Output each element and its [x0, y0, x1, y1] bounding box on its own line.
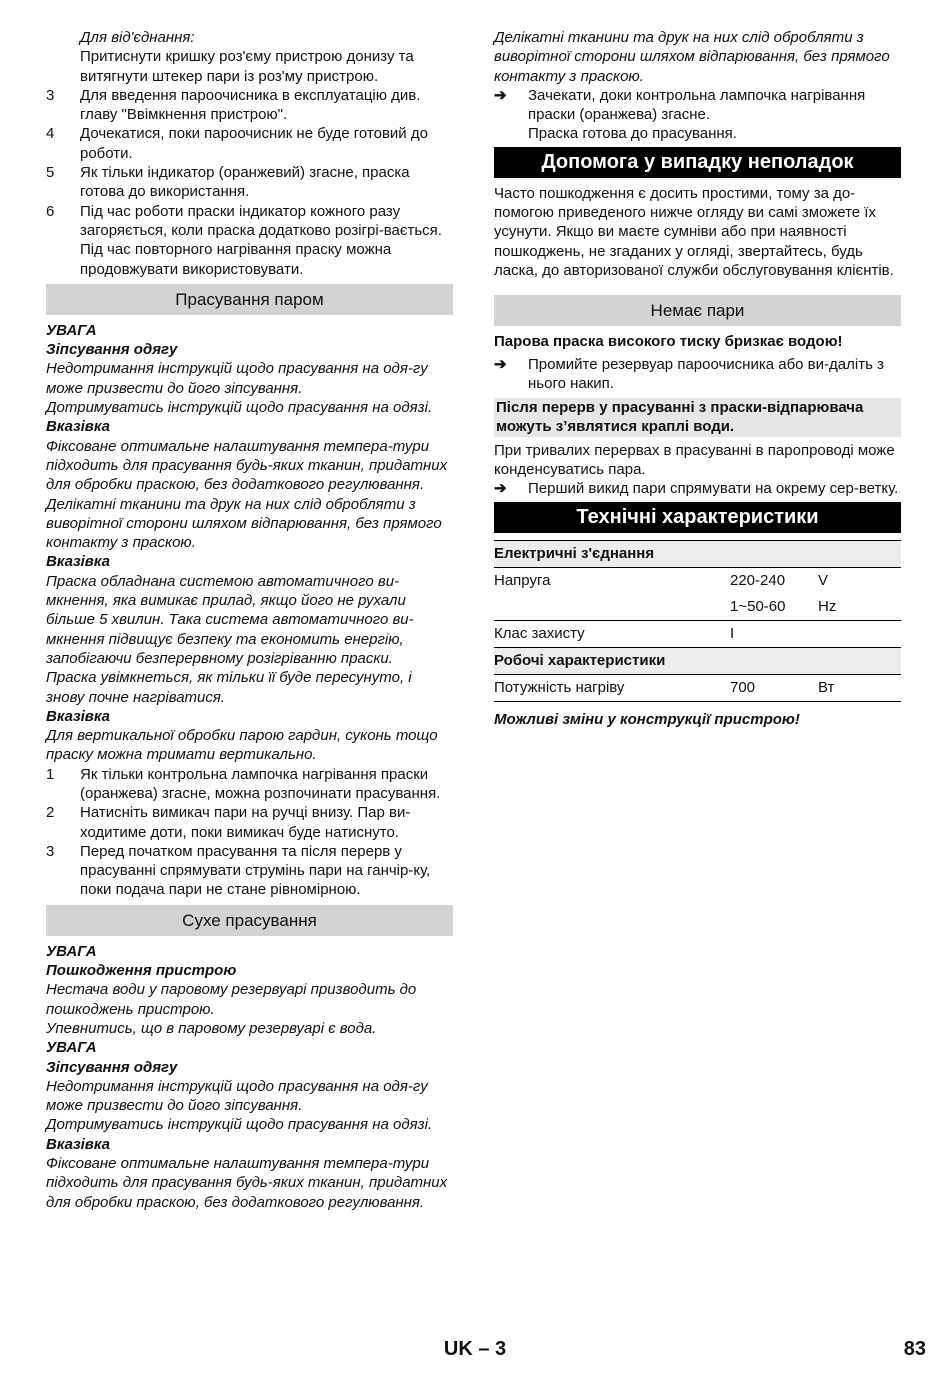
spec-label: Напруга: [494, 571, 551, 589]
spec-label: Потужність нагріву: [494, 674, 730, 701]
arrow-icon: ➔: [494, 86, 507, 104]
list-item: 4 Дочекатися, поки пароочисник не буде готовий до роботи.: [46, 125, 428, 162]
table-row: [494, 540, 901, 567]
note-label: Вказівка: [46, 1135, 110, 1153]
changes-note: Можливі зміни у конструкції пристрою!: [494, 710, 800, 728]
specifications-table: [494, 540, 901, 702]
note-label: Вказівка: [46, 418, 110, 436]
table-row: [494, 647, 901, 674]
spec-value: I: [730, 624, 735, 642]
list-item: 3 Перед початком прасування та після перерв у прасуванні спрямувати струмінь пари на ганчір-ку, поки подача пари не стане рівномірною.: [46, 842, 431, 899]
disconnect-label: Для від'єднання:: [80, 29, 195, 46]
note-text: Фіксоване оптимальне налаштування темпера-тури підходить для прасування будь-яких тканин, придатних для обробки праскою, без додаткового регулювання.: [46, 1155, 448, 1211]
spec-unit: Hz: [818, 594, 901, 621]
warning-title: Зіпсування одягу: [46, 341, 178, 359]
spec-section-title: Робочі характеристики: [494, 647, 901, 674]
issue-title: Після перерв у прасуванні з праски-відпарювача можуть з’являтися краплі води.: [494, 398, 901, 437]
warning-title: Пошкодження пристрою: [46, 962, 237, 980]
list-item: 1 Як тільки контрольна лампочка нагрівання праски (оранжева) згасне, можна розпочинати прасування.: [46, 765, 441, 802]
section-heading-no-steam: Немає пари: [494, 295, 901, 326]
warning-text: Недотримання інструкцій щодо прасування на одя-гу може призвести до його зіпсування.: [46, 360, 428, 397]
table-row: [494, 674, 901, 701]
note-text: Делікатні тканини та друк на них слід обробляти з виворітної сторони шляхом відпарювання, без прямого контакту з праскою.: [46, 495, 442, 552]
list-item: 2 Натисніть вимикач пари на ручці внизу. Пар ви-ходитиме доти, поки вимикач буде натиснуто.: [46, 804, 411, 841]
table-row: [494, 567, 901, 594]
table-row: [494, 594, 901, 621]
arrow-icon: ➔: [494, 355, 507, 373]
page-language-code: UK – 3: [443, 1338, 507, 1360]
spec-section-title: Електричні з'єднання: [494, 540, 901, 567]
spec-value: 220-240: [730, 571, 786, 589]
table-row: [494, 620, 901, 647]
spec-value: 1~50-60: [730, 594, 818, 621]
note-text: Фіксоване оптимальне налаштування темпера-тури підходить для прасування будь-яких тканин, придатних для обробки праскою, без додаткового регулювання.: [46, 437, 448, 494]
spec-value: 700: [730, 674, 818, 701]
spec-label: Клас захисту: [494, 624, 585, 642]
issue-title: Парова праска високого тиску бризкає водою!: [494, 333, 843, 351]
warning-text: Недотримання інструкцій щодо прасування на одя-гу може призвести до його зіпсування.: [46, 1077, 428, 1115]
list-item: ➔ Зачекати, доки контрольна лампочка нагрівання праски (оранжева) згасне.: [494, 86, 866, 124]
list-item: 5 Як тільки індикатор (оранжевий) згасне, праска готова до використання.: [46, 164, 410, 201]
warning-text: Упевнитись, що в паровому резервуарі є вода.: [46, 1019, 377, 1037]
warning-text: Нестача води у паровому резервуарі призводить до пошкоджень пристрою.: [46, 981, 417, 1018]
spec-unit: V: [818, 571, 829, 589]
page-number: 83: [903, 1338, 926, 1360]
warning-title: Зіпсування одягу: [46, 1058, 178, 1076]
warning-label: УВАГА: [46, 1039, 97, 1057]
section-heading-specifications: Технічні характеристики: [494, 502, 901, 533]
left-column: [46, 28, 453, 1212]
section-heading-dry-ironing: Сухе прасування: [46, 905, 453, 936]
list-item: 3 Для введення пароочисника в експлуатацію див. главу "Ввімкнення пристрою".: [46, 86, 421, 124]
continued-text: Делікатні тканини та друк на них слід обробляти з виворітної сторони шляхом відпарювання, без прямого контакту з праскою.: [494, 29, 890, 85]
list-item: 6 Під час роботи праски індикатор кожного разу загоряється, коли праска додатково розігрі-вається. Під час повторного нагрівання праску можна продовжувати використовувати.: [46, 202, 442, 278]
spec-unit: Вт: [818, 674, 901, 701]
note-label: Вказівка: [46, 553, 110, 571]
note-text: Для вертикальної обробки парою гардин, суконь тощо праску можна тримати вертикально.: [46, 727, 438, 764]
disconnect-text: Притиснути кришку роз'єму пристрою донизу та витягнути штекер пари із роз'му пристрою.: [80, 48, 414, 85]
warning-text: Дотримуватись інструкцій щодо прасування на одязі.: [46, 1116, 433, 1134]
note-text: Праска обладнана системою автоматичного ви-мкнення, яка вимикає прилад, якщо його не рухали більше 5 хвилин. Така система автоматичного ви-мкнення підвищує безпеку та економить енергію, запобігаючи безперервному розігріванню праски.: [46, 572, 414, 667]
right-column: [494, 28, 901, 729]
troubleshooting-intro: Часто пошкодження є досить простими, тому за до-помогою приведеного нижче огляду ви самі зможете їх усунути. Якщо ви маєте сумніви або при наявності пошкоджень, не згаданих у огляді, звертайтесь, будь ласка, до авторизованої служби обслуговування клієнтів.: [494, 184, 894, 279]
result-text: Праска готова до прасування.: [528, 125, 737, 143]
section-heading-steam-ironing: Прасування паром: [46, 284, 453, 315]
issue-text: При тривалих перервах в прасуванні в паропроводі може конденсуватись пара.: [494, 441, 895, 479]
list-item: ➔ Перший викид пари спрямувати на окрему сер-ветку.: [494, 480, 899, 498]
warning-text: Дотримуватись інструкцій щодо прасування на одязі.: [46, 399, 433, 417]
section-heading-troubleshooting: Допомога у випадку неполадок: [494, 147, 901, 178]
note-text: Праска увімкнеться, як тільки її буде пересунуто, і знову почне нагріватися.: [46, 669, 412, 706]
arrow-icon: ➔: [494, 480, 507, 498]
note-label: Вказівка: [46, 707, 110, 725]
list-item: ➔ Промийте резервуар пароочисника або ви-даліть з нього накип.: [494, 355, 884, 392]
warning-label: УВАГА: [46, 321, 97, 339]
warning-label: УВАГА: [46, 942, 97, 960]
